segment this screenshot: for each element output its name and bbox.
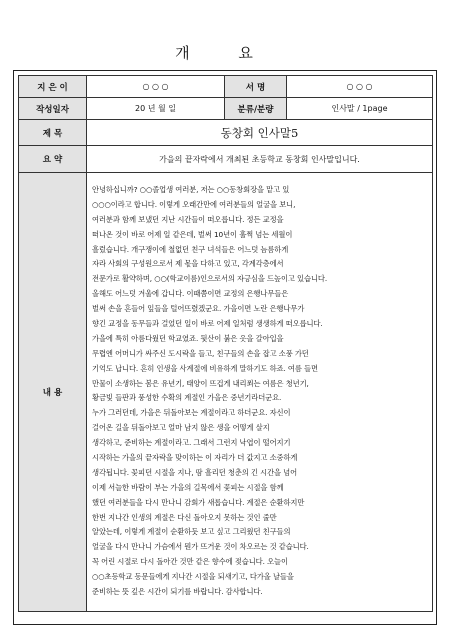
content-line: 만물이 소생하는 봄은 유년기, 태양이 뜨겁게 내리쬐는 여름은 청년기,: [92, 378, 309, 388]
content-line: 생각하고, 준비하는 계절이라고. 그래서 그런지 낙엽이 떨어지기: [92, 438, 291, 448]
content-line: 올해도 어느덧 겨울에 갑니다. 이때쯤이면 교정의 은행나무들은: [92, 289, 289, 299]
content-line: 안녕하십니까? ○○졸업생 여러분, 저는 ○○동창회장을 맡고 있: [92, 185, 290, 194]
content-line: 벌써 손을 흔들어 잎들을 털어뜨렸겠군요. 가을이면 노란 은행나무가: [92, 304, 305, 314]
content-line: 했던 여러분들을 다시 만나니 감회가 새롭습니다. 계절은 순환하지만: [92, 497, 305, 507]
content-line: 전문가로 활약하며, ○○(학교이름)인으로서의 자긍심을 드높이고 있습니다.: [92, 274, 328, 284]
author-value: ○ ○ ○: [87, 76, 225, 98]
content-line: 꼭 어린 시절로 다시 돌아간 것만 같은 향수에 젖습니다. 오늘이: [92, 557, 288, 567]
content-label: 내 용: [19, 173, 87, 612]
content-line: 이제 서늘한 바람이 부는 가을의 길목에서 꽃피는 시절을 함께: [92, 482, 284, 492]
content-line: 누가 그러던데, 가을은 뒤돌아보는 계절이라고 하더군요. 자신이: [92, 408, 291, 418]
content-row: [19, 173, 433, 612]
date-label: 작성일자: [19, 98, 87, 120]
date-value: 20 년 월 일: [87, 98, 225, 120]
content-line: 시작하는 가을의 끝자락을 맞이하는 이 자리가 더 값지고 소중하게: [92, 453, 298, 463]
content-line: ○○○이라고 합니다. 이렇게 오래간만에 여러분들의 얼굴을 보니,: [92, 199, 296, 209]
content-line: 알았는데, 이렇게 계절이 순환하듯 보고 싶고 그리웠던 친구들의: [92, 527, 291, 537]
content-line: 생각됩니다. 꽃피던 시절을 지나, 땀 흘리던 청춘의 긴 시간을 넘어: [92, 467, 298, 477]
content-line: 떠나온 것이 바로 어제 일 같은데, 벌써 10년이 훌쩍 넘는 세월이: [92, 229, 293, 239]
content-line: 한번 지나간 인생의 계절은 다신 돌아오지 못하는 것인 줄만: [92, 512, 277, 522]
author-label: 지 은 이: [19, 76, 87, 98]
content-line: 가을에 특히 아름다웠던 학교였죠. 뒷산이 붉은 옷을 갈아입을: [92, 333, 284, 343]
page-title: 개 요: [175, 44, 275, 62]
content-line: 얼굴을 다시 만나니 가슴에서 뭔가 뜨거운 것이 차오르는 것 같습니다.: [92, 542, 309, 552]
date-row: [19, 98, 433, 120]
content-line: 황금빛 들판과 풍성한 수확의 계절인 가을은 중년기라더군요.: [92, 393, 282, 403]
summary-label: 요 약: [19, 146, 87, 173]
signature-value: ○ ○ ○: [287, 76, 433, 98]
category-value: 인사말 / 1page: [287, 98, 433, 120]
content-line: ○○초등학교 동문들에게 지나간 시절을 되새기고, 다가올 날들을: [92, 572, 294, 582]
content-line: 향긴 교정을 동무들과 걸었던 일이 바로 어제 일처럼 생생하게 떠오릅니다.: [92, 319, 323, 329]
content-line: 여러분과 함께 보냈던 지난 시간들이 떠오릅니다. 정든 교정을: [92, 214, 284, 224]
content-line: 기억도 납니다. 흔히 인생을 사계절에 비유하게 말하기도 하죠. 여름 들면: [92, 363, 318, 373]
author-row: [19, 76, 433, 98]
subject-value: 동창회 인사말5: [87, 120, 433, 146]
content-line: 준비하는 뜻 깊은 시간이 되기를 바랍니다. 감사합니다.: [92, 587, 263, 597]
content-cell: [87, 173, 433, 612]
content-text: [92, 183, 432, 600]
content-line: 무렵엔 어머니가 싸주신 도시락을 들고, 친구들의 손을 잡고 소풍 가던: [92, 348, 309, 358]
subject-row: [19, 120, 433, 146]
summary-value: 가을의 끝자락에서 개최된 초등학교 동창회 인사말입니다.: [87, 146, 433, 173]
content-line: 흘렀습니다. 개구쟁이에 철없던 친구 녀석들은 어느덧 늠름하게: [92, 244, 289, 254]
summary-row: [19, 146, 433, 173]
subject-label: 제 목: [19, 120, 87, 146]
category-label: 분류/분량: [225, 98, 287, 120]
content-line: 걸어온 길을 뒤돌아보고 얼마 남지 않은 생을 어떻게 살지: [92, 423, 270, 433]
signature-label: 서 명: [225, 76, 287, 98]
content-line: 자라 사회의 구성원으로서 제 몫을 다하고 있고, 각계각층에서: [92, 259, 284, 269]
summary-table: [18, 75, 433, 612]
